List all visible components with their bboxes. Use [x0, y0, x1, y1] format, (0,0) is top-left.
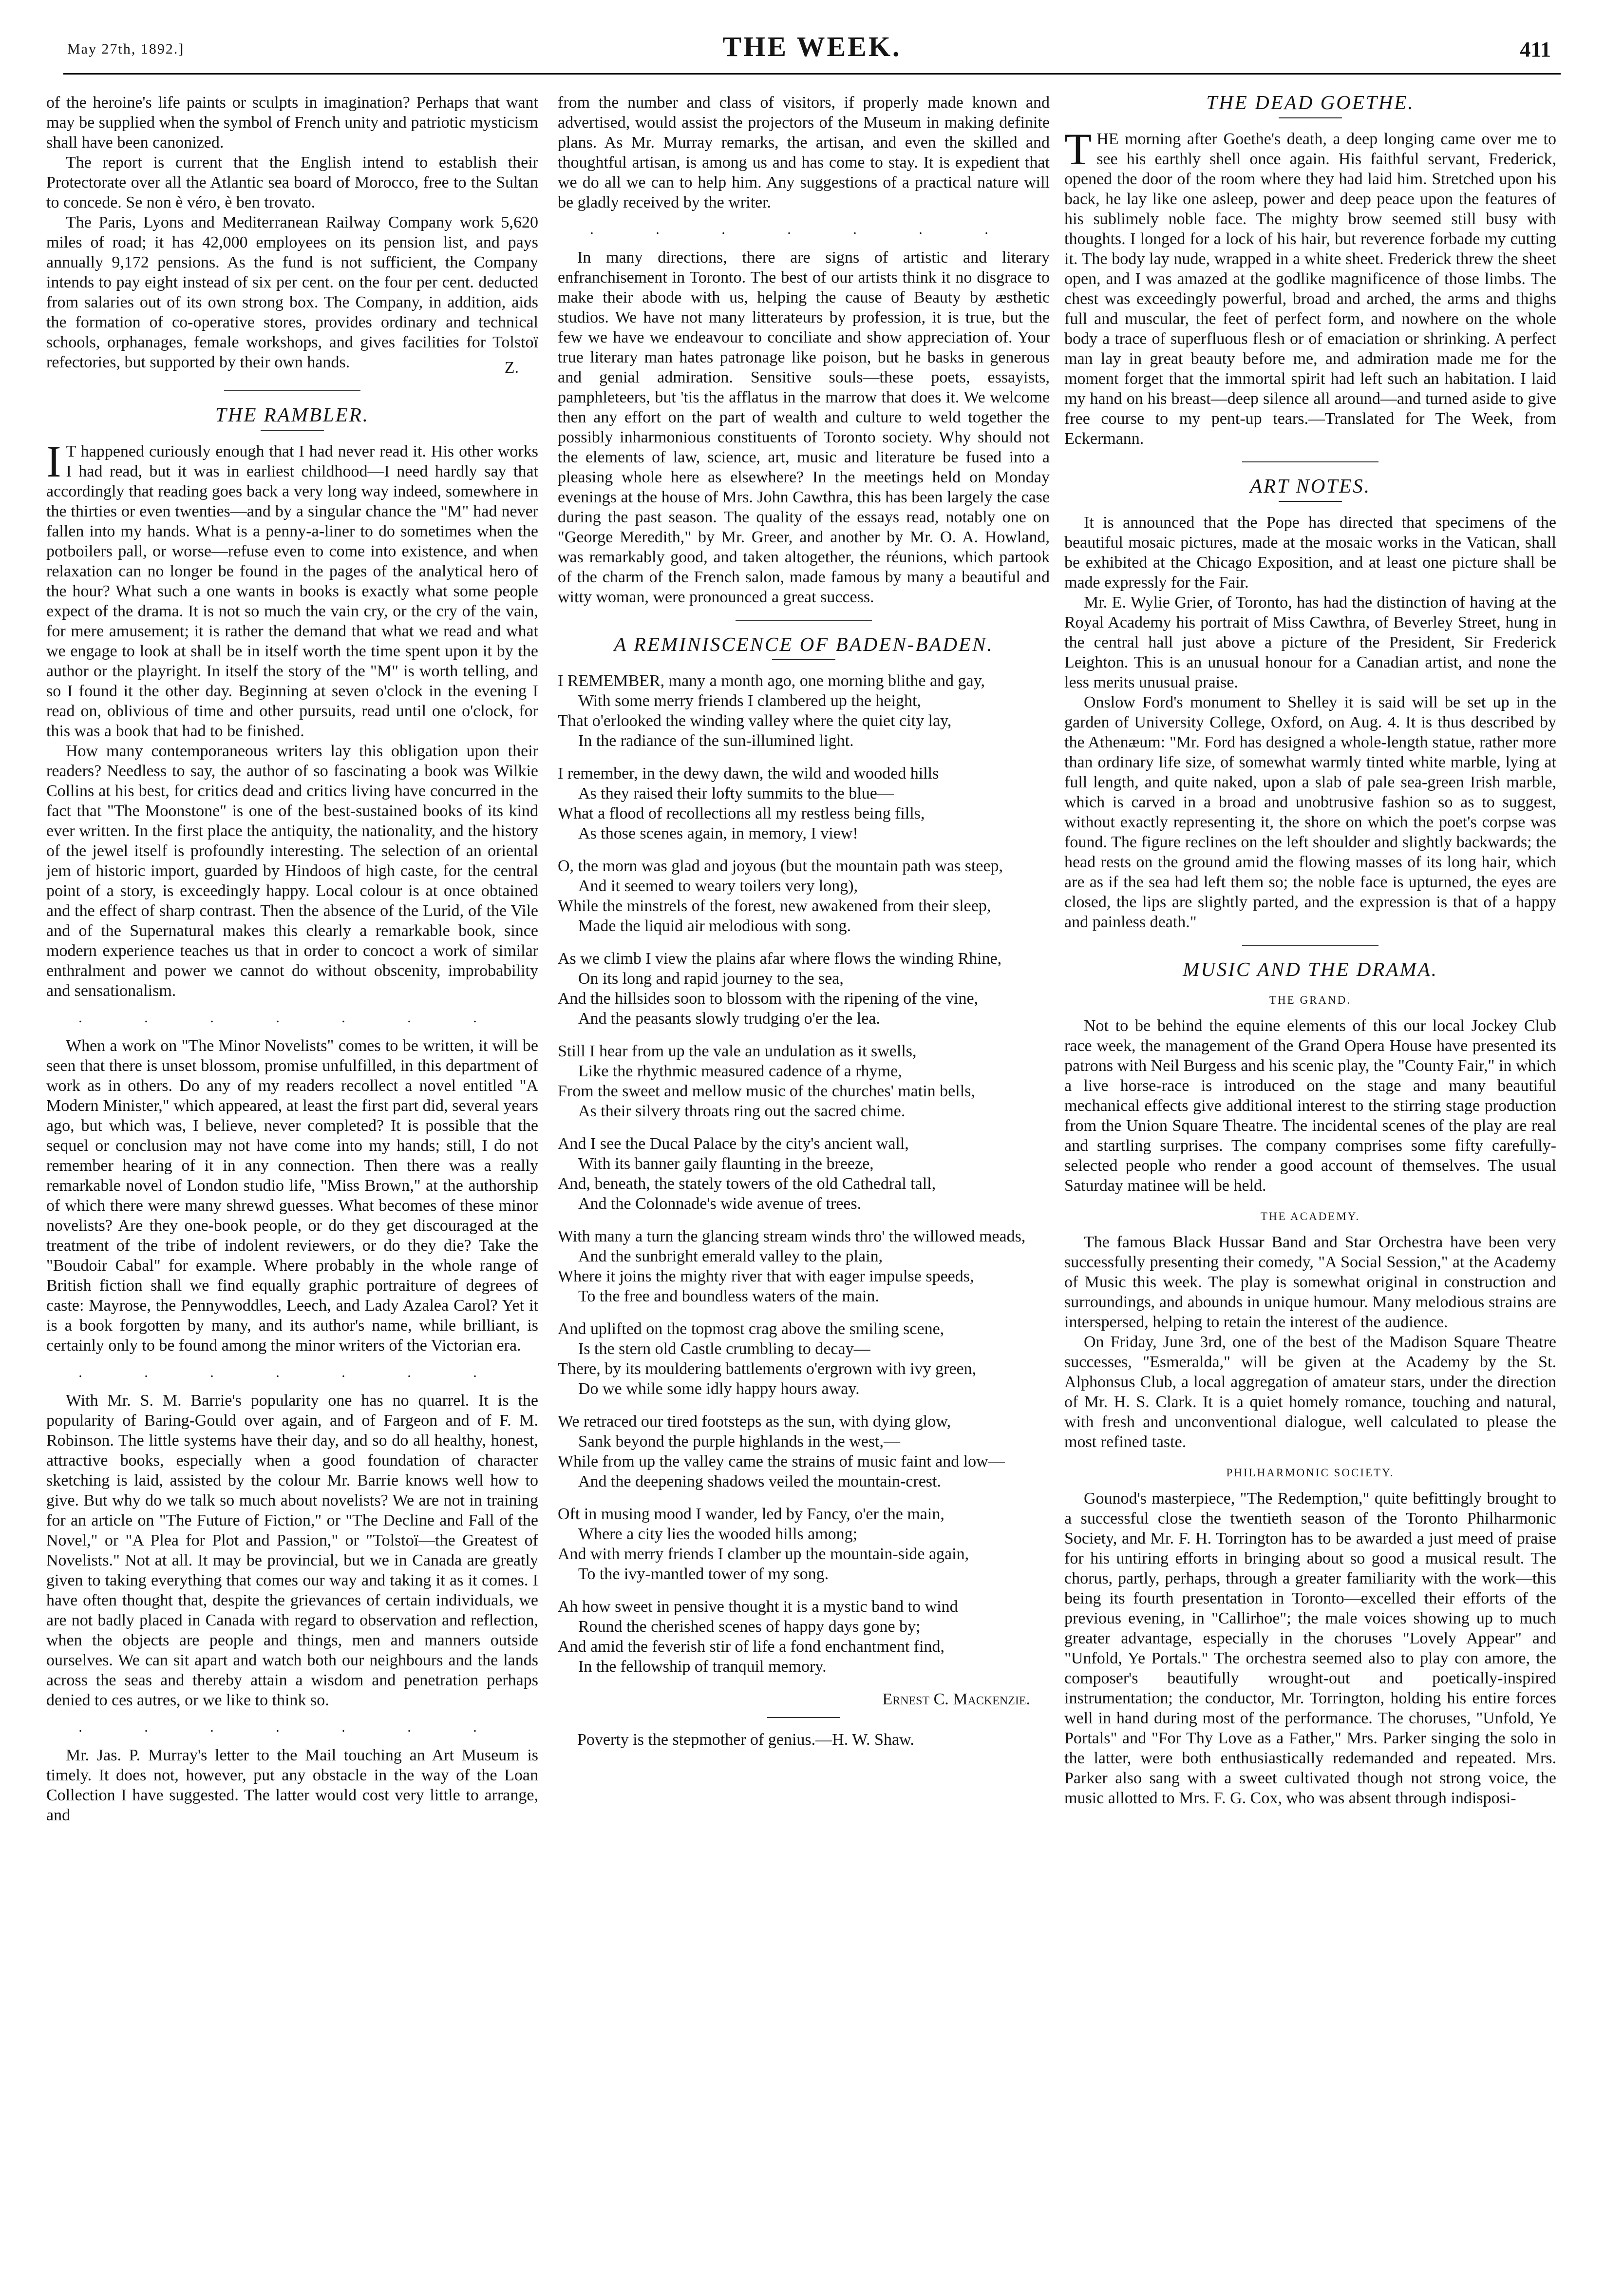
paragraph: Mr. E. Wylie Grier, of Toronto, has had the distinction of having at the Royal Academy his portrait of Miss Cawthra, of Beverley Street, hung in the central hall just above a picture of the President, Sir Frederick Leighton. This is an unusual honour for a Canadian artist, and none the less merits unusual praise. [1064, 593, 1556, 691]
poem-line: On its long and rapid journey to the sea, [578, 970, 844, 988]
poem-line: Like the rhythmic measured cadence of a rhyme, [578, 1062, 902, 1080]
poem-stanza [558, 856, 1050, 936]
paragraph: In many directions, there are signs of artistic and literary enfranchisement in Toronto. The best of our artists think it no disgrace to make their abode with us, helping the cause of Beauty by æsthetic studios. We have not many litterateurs by profession, it is true, but the few we have we endeavour to conciliate and show appreciation of. Your true literary man hates patronage like poison, but he basks in generous and genial admiration. Sensitive souls—these poets, essayists, pamphleteers, but 'tis the afflatus in the marrow that does it. We welcome then any effort on the part of wealth and culture to weld together the possibly inharmonious constituents of Toronto society. Why should not the elements of law, science, art, music and literature be fused into a pleasing whole here as elsewhere? In the meetings held on Monday evenings at the house of Mrs. John Cawthra, this has been largely the case during the past season. The quality of the essays read, notably one on "George Meredith," by Mr. Greer, and another by Mr. O. A. Howland, was remarkably good, and taken altogether, the réunions, which partook of the charm of the French salon, made famous by many a beautiful and witty woman, were pronounced a great success. [558, 248, 1050, 606]
paragraph: The famous Black Hussar Band and Star Orchestra have been very successfully presenting their comedy, "A Social Session," at the Academy of Music this week. The play is somewhat original in construction and surroundings, and abounds in unique humour. Many melodious strains are interspersed, helping to retain the interest of the audience. [1064, 1233, 1556, 1331]
drop-cap: T [1064, 124, 1092, 174]
header-rule [63, 73, 1561, 75]
poem-line: That o'erlooked the winding valley where the quiet city lay, [558, 712, 952, 730]
poem-stanza [558, 1041, 1050, 1121]
section-title-rambler: THE RAMBLER. [215, 403, 370, 426]
issue-date: May 27th, 1892.] [67, 41, 185, 57]
section-divider [736, 620, 872, 621]
poem-stanza [558, 1504, 1050, 1584]
section-title-goethe: THE DEAD GOETHE. [1206, 93, 1415, 114]
poem-stanza [558, 1226, 1050, 1306]
poem-line: What a flood of recollections all my restless being fills, [558, 804, 925, 822]
dot-separator: . . . . . . . [590, 221, 1018, 237]
poem-line: Where a city lies the wooded hills among; [578, 1525, 858, 1543]
paragraph: It is announced that the Pope has directed that specimens of the beautiful mosaic pictures, made at the mosaic works in the Vatican, shall be exhibited at the Chicago Exposition, and at least one picture shall be made expressly for the Fair. [1064, 514, 1556, 592]
paragraph: from the number and class of visitors, if properly made known and advertised, would assist the projectors of the Museum in making definite plans. As Mr. Murray remarks, the artisan, and even the skilled and thoughtful artisan, is among us and has come to stay. It is expedient that we do all we can to help him. Any suggestions of a practical nature will be gladly received by the writer. [558, 94, 1050, 211]
poem-line: While from up the valley came the strains of music faint and low— [558, 1452, 1005, 1470]
poem-stanza [558, 1134, 1050, 1214]
section-divider [224, 390, 360, 391]
column-middle [558, 93, 1050, 2256]
paragraph-text: HE morning after Goethe's death, a deep longing came over me to see his earthly shell once again. His faithful servant, Frederick, opened the door of the room where they had laid him. Stretched upon his back, he lay like one asleep, power and deep peace upon the features of his sublimely noble face. The mighty brow seemed still busy with thoughts. I longed for a lock of his hair, but reverence forbade my cutting it. The body lay nude, wrapped in a white sheet. Frederick threw the sheet open, and I was amazed at the godlike magnificence of those limbs. The chest was exceedingly powerful, broad and arched, the arms and thighs full and muscular, the feet of perfect form, and nowhere on the whole body a trace of superfluous flesh or of emaciation or shrinking. A perfect man lay in great beauty before me, and admiration made me for the moment forget that the immortal spirit had left such an habitation. I laid my hand on his breast—deep silence all around—and turned aside to give free course to my pent-up tears.—Translated for The Week, from Eckermann. [1064, 130, 1556, 448]
paragraph: Mr. Jas. P. Murray's letter to the Mail touching an Art Museum is timely. It does not, however, put any obstacle in the way of the Loan Collection I have suggested. The latter would cost very little to arrange, and [46, 1746, 538, 1824]
poem-line: And with merry friends I clamber up the mountain-side again, [558, 1545, 969, 1563]
column-right [1064, 93, 1556, 2256]
poem-stanza [558, 764, 1050, 843]
section-title-art-notes: ART NOTES. [1250, 475, 1371, 497]
title-rule [772, 659, 835, 660]
poem-line: Do we while some idly happy hours away. [578, 1380, 860, 1398]
poem-line: Still I hear from up the vale an undulation as it swells, [558, 1042, 917, 1060]
poem-line: To the ivy-mantled tower of my song. [578, 1565, 829, 1583]
poem-line: From the sweet and mellow music of the churches' matin bells, [558, 1082, 975, 1100]
poem-line: As they raised their lofty summits to the blue— [578, 784, 894, 802]
subsection-title: PHILHARMONIC SOCIETY. [1226, 1467, 1395, 1479]
poem-line: And uplifted on the topmost crag above the smiling scene, [558, 1320, 944, 1338]
subsection-title: THE GRAND. [1269, 994, 1351, 1006]
quotation: Poverty is the stepmother of genius.—H. W. Shaw. [577, 1731, 914, 1749]
dot-separator: . . . . . . . [78, 1010, 506, 1026]
title-rule [1279, 501, 1342, 502]
poem-line: We retraced our tired footsteps as the sun, with dying glow, [558, 1413, 951, 1431]
poem-line: And it seemed to weary toilers very long), [578, 877, 858, 895]
poem-line: Is the stern old Castle crumbling to decay— [578, 1340, 870, 1358]
page-header [0, 0, 1624, 97]
poem-stanza [558, 671, 1050, 751]
title-rule [1279, 117, 1342, 118]
poem-line: I REMEMBER, many a month ago, one morning blithe and gay, [558, 672, 985, 690]
poem [558, 671, 1050, 1677]
poem-line: Where it joins the mighty river that with eager impulse speeds, [558, 1267, 974, 1285]
dot-separator: . . . . . . . [78, 1719, 506, 1735]
paragraph: Onslow Ford's monument to Shelley it is said will be set up in the garden of University College, Oxford, on Aug. 4. It is thus described by the Athenæum: "Mr. Ford has designed a whole-length statue, rather more than ordinary life size, of somewhat warmly tinted white marble, lying at full length, and quite naked, upon a slab of pale sea-green Irish marble, which is carved in a broad and unobtrusive fashion so as to suggest, without exactly representing it, the shore on which the poet's corpse was found. The figure reclines on the left shoulder and slightly backwards; the head rests on the ground amid the flowing masses of its long hair, which are as if the sea had left them so; the noble face is upturned, the eyes are closed, the lips are slightly parted, and the expression is that of a happy and painless death." [1064, 693, 1556, 931]
poem-line: Sank beyond the purple highlands in the west,— [578, 1432, 901, 1451]
section-divider [1242, 461, 1379, 462]
poem-line: As those scenes again, in memory, I view! [578, 824, 858, 842]
poem-line: In the radiance of the sun-illumined light. [578, 732, 854, 750]
poem-line: O, the morn was glad and joyous (but the mountain path was steep, [558, 857, 1003, 875]
paragraph: of the heroine's life paints or sculpts in imagination? Perhaps that want may be supplied when the symbol of French unity and patriotic mysticism shall have been canonized. [46, 94, 538, 152]
subsection-title: THE ACADEMY. [1260, 1210, 1360, 1222]
paragraph [46, 437, 538, 741]
poem-line: As we climb I view the plains afar where flows the winding Rhine, [558, 950, 1002, 968]
paragraph: When a work on "The Minor Novelists" comes to be written, it will be seen that there is unset blossom, promise unfulfilled, in this department of work as in others. Do any of my readers recollect a novel entitled "A Modern Minister," which appeared, at least the first part did, several years ago, but which was, I believe, never completed? It is possible that the sequel or conclusion may not have come into my hands; still, I do not remember hearing of it in any connection. Then there was a really remarkable novel of London studio life, "Miss Brown," at the authorship of which there were many shrewd guesses. What becomes of these minor novelists? Are they one-book people, or do they get discouraged at the treatment of the tribe of indolent reviewers, or do they die? Take the "Boudoir Cabal" for example. Where probably in the whole range of British fiction shall we find equally graphic portraiture of degrees of caste: Mayrose, the Pennywoddles, Leech, and Lady Azalea Carol? Yet it is a book forgotten by many, and its author's name, while brilliant, is certainly only to be found among the minor writers of the Victorian era. [46, 1037, 538, 1355]
section-divider [1242, 945, 1379, 946]
poem-stanza [558, 1319, 1050, 1399]
poem-line: There, by its mouldering battlements o'ergrown with ivy green, [558, 1360, 977, 1378]
section-title-music-drama: MUSIC AND THE DRAMA. [1183, 958, 1438, 980]
poem-line: With some merry friends I clambered up the height, [578, 692, 921, 710]
paragraph: How many contemporaneous writers lay this obligation upon their readers? Needless to say, the author of so fascinating a book was Wilkie Collins at his best, for critics dead and critics living have concurred in the fact that "The Moonstone" is one of the best-sustained books of its kind ever written. In the first place the antiquity, the nationality, and the history of the jewel itself is profoundly interesting. The selection of an oriental jem of historic import, guarded by Hindoos of high caste, for the central point of a story, is exceedingly happy. Local colour is at once obtained and the effect of sharp contrast. Then the absence of the Lurid, of the Vile and of the Supernatural makes this clearly a remarkable book, since modern experience teaches us that in order to concoct a work of similar enthralment and power we cannot do without obscenity, improbability and sensationalism. [46, 742, 538, 1000]
poem-line: While the minstrels of the forest, new awakened from their sleep, [558, 897, 991, 915]
poem-line: And I see the Ducal Palace by the city's ancient wall, [558, 1135, 909, 1153]
title-rule [261, 430, 324, 431]
poem-signature: Ernest C. Mackenzie. [882, 1690, 1030, 1708]
signature: Z. [504, 359, 519, 377]
poem-stanza [558, 1597, 1050, 1677]
masthead-title: THE WEEK. [722, 31, 902, 62]
paragraph: Not to be behind the equine elements of this our local Jockey Club race week, the management of the Grand Opera House have presented its patrons with Neil Burgess and his scenic play, the "County Fair," in which a live horse-race is introduced on the stage and many beautiful mechanical effects give additional interest to the stirring stage production from the Union Square Theatre. The incidental scenes of the play are real and startling surprises. The company comprises some fifty carefully-selected people who render a good account of themselves. The usual Saturday matinee will be held. [1064, 1017, 1556, 1195]
paragraph: The report is current that the English intend to establish their Protectorate over all the Atlantic sea board of Morocco, free to the Sultan to concede. Se non è véro, è ben trovato. [46, 153, 538, 211]
poem-line: And the peasants slowly trudging o'er the lea. [578, 1010, 880, 1028]
poem-line: With many a turn the glancing stream winds thro' the willowed meads, [558, 1227, 1026, 1245]
poem-line: And the deepening shadows veiled the mountain-crest. [578, 1472, 941, 1490]
poem-line: To the free and boundless waters of the main. [578, 1287, 879, 1305]
paragraph: With Mr. S. M. Barrie's popularity one has no quarrel. It is the popularity of Baring-Gould over again, and of Fargeon and of F. M. Robinson. The little systems have their day, and so do all healthy, honest, attractive books, especially when a good foundation of character sketching is laid, assisted by the colour Mr. Barrie knows well how to give. But why do we talk so much about novelists? We are not in training for an article on "The Future of Fiction," or "The Decline and Fall of the Novel," or "A Plea for Plot and Passion," or "Tolstoï—the Greatest of Novelists." Not at all. It may be provincial, but we in Canada are greatly given to taking everything that comes our way and taking it as it comes. I have often thought that, despite the grievances of certain individuals, we are not badly placed in Canada with regard to observation and reflection, when the objects are people and things, men and manners outside ourselves. We can sit apart and watch both our neighbours and the lands across the seas and thereby attain a wisdom and penetration perhaps denied to ces autres, or we like to think so. [46, 1392, 538, 1709]
poem-line: I remember, in the dewy dawn, the wild and wooded hills [558, 764, 939, 783]
dot-separator: . . . . . . . [78, 1364, 506, 1380]
poem-line: And the sunbright emerald valley to the plain, [578, 1247, 883, 1265]
poem-line: And the Colonnade's wide avenue of trees. [578, 1195, 862, 1213]
poem-line: And the hillsides soon to blossom with the ripening of the vine, [558, 990, 979, 1008]
paragraph [1064, 124, 1556, 449]
section-title-reminiscence: A REMINISCENCE OF BADEN-BADEN. [614, 633, 994, 655]
paragraph: The Paris, Lyons and Mediterranean Railway Company work 5,620 miles of road; it has 42,000 employees on its pension list, and pays annually 9,172 pensions. As the fund is not sufficient, the Company intends to pay eight instead of six per cent. on the four per cent. deducted from salaries out of its own strong box. The Company, in addition, aids the formation of co-operative stores, provides ordinary and technical schools, orphanages, female workshops, and gives facilities for Tolstoï refectories, but supported by their own hands. [46, 213, 538, 371]
poem-line: Round the cherished scenes of happy days gone by; [578, 1618, 921, 1636]
poem-stanza [558, 1412, 1050, 1491]
poem-line: Made the liquid air melodious with song. [578, 917, 851, 935]
paragraph: Gounod's masterpiece, "The Redemption," quite befittingly brought to a successful close the twentieth season of the Toronto Philharmonic Society, and Mr. F. H. Torrington has to be awarded a just meed of praise for his untiring efforts in bringing about so good a musical result. The chorus, partly, perhaps, through a greater familiarity with the work—this being its fourth presentation in Toronto—excelled their efforts of the previous evening, in "Callirhoe"; the male voices showing up to much greater advantage, especially in the choruses "Lovely Appear" and "Unfold, Ye Portals." The orchestra seemed also to play con amore, the composer's beautifully wrought-out and poetically-inspired instrumentation; the conductor, Mr. Torrington, holding his entire forces well in hand during most of the performance. The choruses, "Unfold, Ye Portals" and "For Thy Love as a Father," Mrs. Parker singing the solo in the latter, were both enthusiastically redemanded and repeated. Mrs. Parker also sang with a sweet cultivated though not strong voice, the music allotted to Mrs. F. G. Cox, who was absent through indisposi- [1064, 1489, 1556, 1807]
poem-line: With its banner gaily flaunting in the breeze, [578, 1155, 874, 1173]
poem-line: Ah how sweet in pensive thought it is a mystic band to wind [558, 1598, 958, 1616]
page-number: 411 [1520, 38, 1551, 61]
column-left [46, 93, 538, 2256]
poem-line: And amid the feverish stir of life a fond enchantment find, [558, 1638, 945, 1656]
poem-line: And, beneath, the stately towers of the old Cathedral tall, [558, 1175, 936, 1193]
drop-cap: I [46, 437, 61, 486]
poem-line: As their silvery throats ring out the sacred chime. [578, 1102, 906, 1120]
paragraph-text: T happened curiously enough that I had never read it. His other works I had read, but it was in earliest childhood—I need hardly say that accordingly that reading goes back a very long way indeed, somewhere in the thirties or even twenties—and by a singular chance the "M" had never fallen into my hands. What is a penny-a-liner to do sometimes when the potboilers pall, or worse—refuse even to come into existence, and when relaxation can no longer be found in the pages of the analytical hero of the hour? What such a one wants in books is exactly what some people expect of the drama. It is not so much the vain cry, or the cry of the vain, for mere amusement; it is rather the demand that what we read and what we engage to look at shall be in itself worth the time spent upon it by the author or the playright. In itself the story of the "M" is worth telling, and so I found it the other day. Beginning at seven o'clock in the evening I read on, oblivious of time and other pursuits, read until one o'clock, for this was a book that had to be finished. [46, 442, 538, 740]
poem-line: Oft in musing mood I wander, led by Fancy, o'er the main, [558, 1505, 944, 1523]
poem-line: In the fellowship of tranquil memory. [578, 1658, 827, 1676]
section-divider [767, 1717, 840, 1718]
paragraph: On Friday, June 3rd, one of the best of the Madison Square Theatre successes, "Esmeralda," will be given at the Academy by the St. Alphonsus Club, a local aggregation of amateur stars, under the direction of Mr. H. S. Clark. It is a quiet homely romance, touching and natural, with fresh and unconventional dialogue, well calculated to please the most refined taste. [1064, 1333, 1556, 1451]
poem-stanza [558, 949, 1050, 1029]
